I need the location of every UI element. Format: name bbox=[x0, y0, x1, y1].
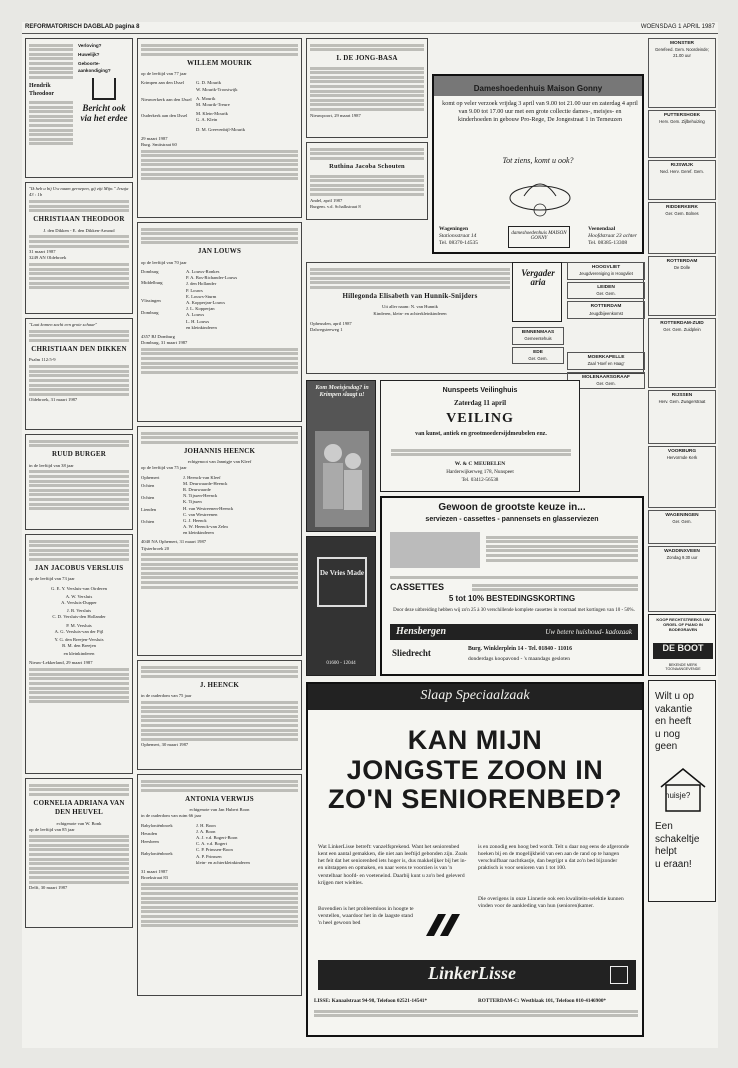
hens-open: donderdags koopavond - 's maandags gesloten bbox=[468, 656, 570, 662]
tableware-photo bbox=[390, 532, 480, 568]
church-sidebar bbox=[648, 38, 716, 902]
ann-name: CHRISTIAAN DEN DIKKEN bbox=[31, 344, 127, 353]
listing: MOLENAARSGRAAF Ger. Gem. bbox=[567, 372, 645, 390]
family-line: A. Versluis-Dupper bbox=[61, 599, 97, 605]
family-line: A. Louws-Ronkes bbox=[186, 269, 220, 274]
ad-hensbergen bbox=[380, 496, 644, 676]
ann-verse: Psalm 112:5-9 bbox=[29, 357, 56, 363]
ann-age: in de ouderdom van 75 jaar bbox=[141, 693, 192, 699]
hens-title: Gewoon de grootste keuze in... bbox=[438, 502, 586, 513]
headline-3: ZO'N SENIORENBED? bbox=[328, 784, 622, 815]
column-3 bbox=[306, 38, 428, 224]
ann-date: 31 maart 1987 bbox=[141, 868, 168, 874]
place: Ochten bbox=[141, 519, 155, 525]
ann-date: Andel, april 1987 bbox=[310, 197, 343, 203]
ann-sub: Uit aller naam: N. van Hunnik bbox=[382, 304, 438, 310]
ann-date: Delft, 30 maart 1987 bbox=[29, 885, 68, 891]
family-line: J. Heenck-van Kleef bbox=[183, 474, 221, 480]
ann-age: in de ouderdom van ruim 66 jaar bbox=[141, 813, 202, 819]
ann-name: RUUD BURGER bbox=[51, 450, 107, 459]
ann-name: JAN LOUWS bbox=[197, 247, 242, 256]
family-line: J. B. Versluis bbox=[66, 608, 92, 614]
place: Ochten bbox=[141, 494, 155, 500]
header-right: WOENSDAG 1 APRIL 1987 bbox=[640, 24, 715, 30]
bullet-1: Verloving? bbox=[78, 43, 102, 48]
ann-age: op de leeftijd van 73 jaar bbox=[29, 576, 75, 582]
column-1 bbox=[25, 38, 133, 932]
linker-banner: Slaap Speciaalzaak bbox=[308, 684, 642, 710]
listing: PUTTERSHOEK Herv. Gem. Zijlbehuizing bbox=[648, 110, 716, 158]
ad-de-boot bbox=[648, 614, 716, 676]
family-line: J. A. Boon bbox=[196, 828, 216, 834]
listing: ROTTERDAM Jeugdbijeenkomst bbox=[567, 301, 645, 319]
linker-brand: LinkerLisse bbox=[428, 963, 516, 983]
ann-age: in de leeftijd van 38 jaar bbox=[29, 462, 74, 468]
ann-address: Broekstraat 83 bbox=[141, 875, 168, 881]
ann-address: Burg. Smitstraat 60 bbox=[141, 141, 177, 147]
vak-line: vakantie bbox=[655, 703, 693, 715]
ann-place: 3249 AN Oldebroek bbox=[29, 255, 67, 261]
family-line: J. den Hollander bbox=[186, 281, 217, 287]
family-line: C. A. v.d. Bogert bbox=[196, 841, 227, 847]
linker-footer-2: ROTTERDAM-C: Westblaak 101, Telefoon 010-4146900* bbox=[478, 998, 607, 1004]
linker-body-left: Wat LinkerLisse betreft: vanzelfsprekend. Want het seniorenbed kent een aantal gemakken, die niet aan leeftijd gebonden zijn. Zoals het feit dat het seniorenbed iets hoger is, dus makkelijker bij het in- en uitstappen en opmaken, en naar wens te voorzien is van 'n verstelbaar hoofd- en voeteneind. Daarbij kunt u zo'n bed geleverd krijgen met wielties. bbox=[318, 844, 468, 886]
family-line: B. M. den Breejen bbox=[62, 643, 96, 649]
listing: WADDINXVEEN Zondag 9.30 uur bbox=[648, 546, 716, 612]
place: Ophemert bbox=[141, 474, 160, 480]
header-left: REFORMATORISCH DAGBLAD pagina 8 bbox=[25, 24, 140, 30]
arrow-down-icon bbox=[92, 78, 116, 100]
listing: LEIDEN Ger. Gem. bbox=[567, 282, 645, 300]
left-tel: Tel. 08370-14535 bbox=[439, 239, 479, 246]
right-place: Veenendaal bbox=[588, 226, 616, 232]
announcement-christiaan-theodoor bbox=[25, 182, 133, 314]
family-line: klein- en achterkleinkinderen bbox=[196, 859, 250, 865]
ann-name: J. HEENCK bbox=[199, 680, 240, 689]
listing: MONSTER Gerefeed. Gem. Noordeinde; 21.00 uur bbox=[648, 38, 716, 108]
ann-date: Nieuw-Lekkerland, 29 maart 1987 bbox=[29, 660, 93, 666]
place: Domburg bbox=[141, 309, 159, 315]
veiling-date: Zaterdag 11 april bbox=[453, 399, 507, 407]
ann-name: CHRISTIAAN THEODOOR bbox=[33, 215, 125, 224]
listing: WAGENINGEN Ger. Gem. bbox=[648, 510, 716, 544]
hens-korting: Door deze uitbreiding hebben wij zo'n 25 à 30 verschillende komplete cassettes in voorraad met kortingen van 10 - 50%. bbox=[393, 608, 635, 613]
place: Nieuwerkerk aan den IJssel bbox=[141, 96, 192, 102]
family-line: Y. G. den Breejen-Versluis bbox=[54, 636, 104, 642]
vak-line: u eraan! bbox=[655, 858, 692, 870]
announcement-ruud-burger bbox=[25, 434, 133, 530]
ann-address: Dalwegsteeweg 1 bbox=[310, 326, 343, 332]
family-line: K. Tijssen bbox=[183, 499, 202, 505]
veiling-tel: Tel. 03412-56538 bbox=[461, 477, 499, 483]
vak-line: helpt bbox=[655, 846, 677, 857]
family-line: J. L. Kopperjan bbox=[186, 306, 215, 312]
linker-body-right: is en zonodig een hoog bed wordt. Telt u daar nog eens de afgeronde hoeken bij en de mogelijkheid van een aan de rand op te hangen verschuifbaar nachtkastje, dan begrijpt u dat zo'n bed bijzonder praktisch is voor senioren van 1 tot 100. bbox=[478, 844, 630, 872]
listing: MOERKAPELLE Zaal 'Hoef en Haag' bbox=[567, 352, 645, 370]
ann-sub: echtgenoot van Jannigje van Kleef bbox=[187, 459, 252, 465]
newspaper-page bbox=[22, 22, 718, 1048]
listing: BINNENMAAS Gemeentehuis bbox=[512, 327, 564, 345]
family-line: G. J. Heenck bbox=[183, 517, 207, 523]
announcement-willem-mourik bbox=[137, 38, 302, 218]
family-line: A. Kopperjan-Louws bbox=[186, 299, 226, 305]
house-icon bbox=[657, 765, 709, 813]
family-line: M. Mourik-Treure bbox=[196, 101, 230, 107]
family-line: en kleinkinderen bbox=[186, 324, 217, 330]
ann-name: Ruthina Jacoba Schouten bbox=[329, 162, 405, 170]
place: Ouderkerk aan den IJssel bbox=[141, 112, 188, 118]
veiling-title: Nunspeets Veilinghuis bbox=[442, 387, 518, 394]
hat-illustration bbox=[504, 168, 576, 223]
place: Ochten bbox=[141, 482, 155, 488]
ann-date: 31 maart 1987 bbox=[29, 249, 56, 255]
announcement-de-jong-basa bbox=[306, 38, 428, 138]
ann-sub: echtgenote van W. Bonk bbox=[56, 820, 102, 826]
listing: VOORBURG Hervormde Kerk bbox=[648, 446, 716, 508]
family-line: N. Tijssen-Heenck bbox=[183, 493, 218, 499]
headline-1: KAN MIJN bbox=[407, 725, 543, 755]
vak-line: Wilt u op bbox=[655, 691, 694, 702]
ann-name: JOHANNIS HEENCK bbox=[183, 446, 256, 455]
vergader-logo: Vergader aria bbox=[521, 268, 555, 287]
listing: ROTTERDAM De Dolle bbox=[648, 256, 716, 316]
announcement-j-heenck bbox=[137, 660, 302, 770]
ann-address: Burgem. v.d. Schalkstraat 8 bbox=[310, 203, 361, 209]
right-addr: Hoofdstraat 23 achter bbox=[588, 232, 637, 239]
announcement-van-den-heuvel bbox=[25, 778, 133, 928]
boot-sub: BEKENDE MERK TOONAANGEVENDE bbox=[665, 663, 701, 671]
family-line: C. D. Versluis-den Hollander bbox=[52, 614, 106, 620]
ann-date: Nieuwpoort, 29 maart 1987 bbox=[310, 112, 361, 118]
family-line: A. G. Versluis-van der Pijl bbox=[54, 628, 104, 634]
vak-house: huisje? bbox=[665, 791, 691, 800]
ad-title: Dameshoedenhuis Maison Gonny bbox=[473, 84, 603, 93]
ann-address: 4357 BJ Domburg bbox=[141, 333, 175, 339]
family-line: G. D. Mourik bbox=[196, 80, 222, 86]
ad-text: komt op veler verzoek vrijdag 3 april van 9.00 tot 21.00 uur en zaterdag 4 april van 9.00 tot 17.00 uur met een grote collectie dames-, meisjes- en kinderhoeden in gebouw Pro-Rege, De Jongestraat 1 in Terneuzen bbox=[442, 100, 638, 124]
bullet-3: Geboorte- aankondiging? bbox=[78, 61, 111, 73]
left-place: Wageningen bbox=[439, 226, 469, 232]
boot-logo: DE BOOT bbox=[653, 643, 713, 659]
ann-quote: "Ik heb u bij Uw naam geroepen, gij zijt Mijn." Jesaja 43 : 1b bbox=[29, 186, 129, 198]
place: Lienden bbox=[141, 507, 157, 513]
family-line: A. W. Versluis bbox=[65, 593, 93, 599]
hens-sub: serviezen - cassettes - pannensets en glasserviezen bbox=[425, 516, 599, 523]
left-addr: Stationsstraat 14 bbox=[439, 232, 477, 239]
ann-sub2: Kinderen, klein- en achterkleinkinderen bbox=[373, 310, 447, 316]
listing: RIJSWIJK Ned. Herv. Geref. Gem. bbox=[648, 160, 716, 200]
bericht-text: Bericht ook via het erdee bbox=[80, 102, 128, 123]
family-line: G. E. Y. Versluis-van Oirderen bbox=[51, 585, 107, 591]
notice-name: Hendrik Theodoor bbox=[29, 82, 55, 97]
middle-sidebar-2 bbox=[512, 327, 564, 366]
family-line: M. Deurwaarde-Heenck bbox=[183, 480, 228, 486]
children-photo bbox=[315, 431, 369, 527]
ad-devries bbox=[306, 536, 376, 676]
family-line: A. J. v.d. Bogert-Boon bbox=[196, 834, 238, 840]
family-line: H. van Westreenen-Heenck bbox=[183, 505, 234, 511]
ad-maison-gonny bbox=[432, 74, 644, 254]
vak-line: schakeltje bbox=[655, 833, 700, 845]
ann-date: 29 maart 1987 bbox=[141, 135, 168, 141]
family-line: E. Louws-Sturm bbox=[186, 293, 217, 299]
ad-slogan: Tot ziens, komt u ook? bbox=[502, 156, 574, 165]
announcement-johannis-heenck bbox=[137, 426, 302, 656]
family-line: G. A. Klein bbox=[196, 117, 218, 123]
maison-logo: dameshoedenhuis MAISON GONNY bbox=[508, 226, 570, 248]
ann-name: CORNELIA ADRIANA VAN DEN HEUVEL bbox=[33, 798, 125, 817]
ann-name: WILLEM MOURIK bbox=[186, 58, 253, 67]
place: Babyloniënbroek bbox=[141, 851, 173, 857]
advertise-notice bbox=[25, 38, 133, 178]
ad-moeisjesdag bbox=[306, 380, 376, 532]
family-line: D. M. Greevenbijl-Mourik bbox=[196, 126, 245, 132]
family-line: P. M. Versluis bbox=[66, 622, 92, 628]
ad-linkerlisse bbox=[306, 682, 644, 1037]
headline-2: JONGSTE ZOON IN bbox=[346, 754, 604, 785]
bullet-2: Huwelijk? bbox=[78, 52, 100, 58]
ann-family: J. den Dikken - E. den Dikken-Arnoud bbox=[43, 227, 115, 233]
linker-footer-1: LISSE: Kanaalstraat 94-98, Telefoon 02521-14541* bbox=[314, 998, 428, 1004]
place: Babyloniënbroek bbox=[141, 822, 173, 828]
family-line: M. Klein-Mourik bbox=[196, 111, 228, 117]
family-line: J. H. Boon bbox=[196, 822, 216, 828]
family-line: C. P. Prinssen-Boon bbox=[196, 847, 233, 853]
devries-logo: De Vries Made bbox=[317, 557, 367, 607]
announcement-antonia-verwijs bbox=[137, 774, 302, 996]
hens-brand-sub: Uw betere huishoud- kadozaak bbox=[545, 628, 632, 636]
ad-vakantie bbox=[648, 680, 716, 902]
listing: RIDDERKERK Ger. Gem. Bolnes bbox=[648, 202, 716, 254]
ann-address: 4040 NA Ophemert, 31 maart 1987 bbox=[141, 539, 207, 545]
family-line: A. Louws bbox=[186, 312, 205, 318]
announcement-ruthina-schouten bbox=[306, 142, 428, 220]
boot-line: KOOP RECHTSTREEKS UW ORGEL OF PIANO IN BODEGRAVEN bbox=[656, 617, 710, 632]
vak-line: geen bbox=[655, 741, 678, 752]
ann-sub: echtgenote van Jan Hubert Boon bbox=[189, 807, 250, 813]
ann-name: JAN JACOBUS VERSLUIS bbox=[34, 563, 124, 572]
linker-body-left2: Bovendien is het probleemloos in hoogte te verstellen, waardoor het in de laagste stand 'n heel gewoon bed bbox=[318, 906, 414, 927]
announcement-jan-louws bbox=[137, 222, 302, 422]
ann-date: Ophemert, 30 maart 1987 bbox=[141, 742, 189, 748]
devries-phone: 01600 - 12044 bbox=[326, 661, 356, 666]
hens-discount: 5 tot 10% BESTEDINGSKORTING bbox=[448, 594, 576, 603]
column-2 bbox=[137, 38, 302, 1000]
place: Domburg bbox=[141, 269, 159, 274]
page-header bbox=[22, 22, 718, 34]
ann-date: Opheusden, april 1987 bbox=[310, 320, 352, 326]
family-line: en kleinkinderen bbox=[63, 651, 95, 657]
hens-addr: Burg. Winklerplein 14 - Tel. 01840 - 11016 bbox=[468, 646, 572, 652]
hens-brand: Hensbergen bbox=[396, 626, 446, 637]
family-line: R. Deurwaarde bbox=[183, 486, 211, 492]
announcement-versluis bbox=[25, 534, 133, 774]
ad-vergader-aria bbox=[512, 262, 562, 322]
ann-age: op de leeftijd van 85 jaar bbox=[29, 826, 75, 832]
ann-date: Domburg, 31 maart 1987 bbox=[141, 340, 188, 346]
place: Krimpen aan den IJssel bbox=[141, 80, 184, 86]
veiling-sub: van kunst, antiek en grootmoedersijdmeubelen enz. bbox=[415, 431, 547, 437]
ad-veiling bbox=[380, 380, 580, 492]
family-line: en kleinkinderen bbox=[183, 530, 214, 536]
place: Heesbeen bbox=[141, 838, 159, 844]
ann-age: op de leeftijd van 70 jaar bbox=[141, 259, 187, 265]
vak-line: u nog bbox=[655, 728, 681, 740]
family-line: A. Mourik bbox=[196, 95, 216, 101]
ann-date: Oldebroek, 31 maart 1987 bbox=[29, 397, 78, 403]
listing: RIJSSEN Herv. Gem. Zwagerstraat bbox=[648, 390, 716, 444]
right-tel: Tel. 08385-13308 bbox=[588, 239, 628, 246]
ann-name: Hillegonda Elisabeth van Hunnik-Snijders bbox=[342, 291, 478, 300]
family-line: L. H. Louws bbox=[186, 318, 210, 324]
ann-quote: "Laat komen zacht een grote schaar" bbox=[29, 322, 98, 327]
place: Middelburg bbox=[141, 280, 163, 286]
family-line: C. van Westreenen bbox=[183, 511, 218, 517]
ann-date: Tijsterbroek 20 bbox=[141, 545, 170, 551]
vak-line: Een bbox=[655, 821, 673, 832]
family-line: A. P. Prinssen bbox=[196, 853, 222, 859]
place: Vlissingen bbox=[141, 298, 161, 304]
veiling-org: W. & C MEUBELEN bbox=[454, 461, 506, 467]
ann-age: op de leeftijd van 75 jaar bbox=[141, 465, 187, 471]
announcement-christiaan-den-dikken bbox=[25, 318, 133, 430]
ann-name: ANTONIA VERWIJS bbox=[185, 794, 254, 803]
moeder-label: Kom Moeisjesdag? in Krimpen slaagt u! bbox=[315, 385, 369, 399]
listing: ROTTERDAM-ZUID Ger. Gem. Zuidplein bbox=[648, 318, 716, 388]
veiling-addr: Harderwijkerweg 178, Nunspeet bbox=[446, 469, 514, 475]
hens-cassettes: CASSETTES bbox=[390, 582, 445, 592]
family-line: P. A. Bos-Richander-Louws bbox=[186, 275, 238, 281]
family-line: P. Louws bbox=[186, 287, 203, 293]
listing: HOOGVLIET Jeugdvereniging in Hoogvliet bbox=[567, 262, 645, 280]
family-line: A. W. Heenck-van Zelm bbox=[183, 524, 228, 530]
listing: EDE Ger. Gem. bbox=[512, 347, 564, 365]
veiling-main: VEILING bbox=[446, 411, 514, 426]
bed-icon bbox=[420, 908, 466, 942]
linker-logo-icon bbox=[610, 966, 628, 984]
middle-sidebar bbox=[567, 262, 645, 321]
ann-age: op de leeftijd van 77 jaar bbox=[141, 71, 187, 77]
place: Heusden bbox=[141, 830, 158, 836]
ann-name: I. DE JONG-BASA bbox=[336, 54, 398, 63]
vak-line: en heeft bbox=[655, 716, 692, 727]
linker-body-right2: Die overigens in onze Linnerie ook een kwaliteits-selektie kunnen vinden voor de aankleding van hun (senioren)kamer. bbox=[478, 896, 624, 910]
family-line: W. Mourik-Troostwijk bbox=[196, 86, 238, 92]
hens-city: Sliedrecht bbox=[392, 648, 431, 658]
